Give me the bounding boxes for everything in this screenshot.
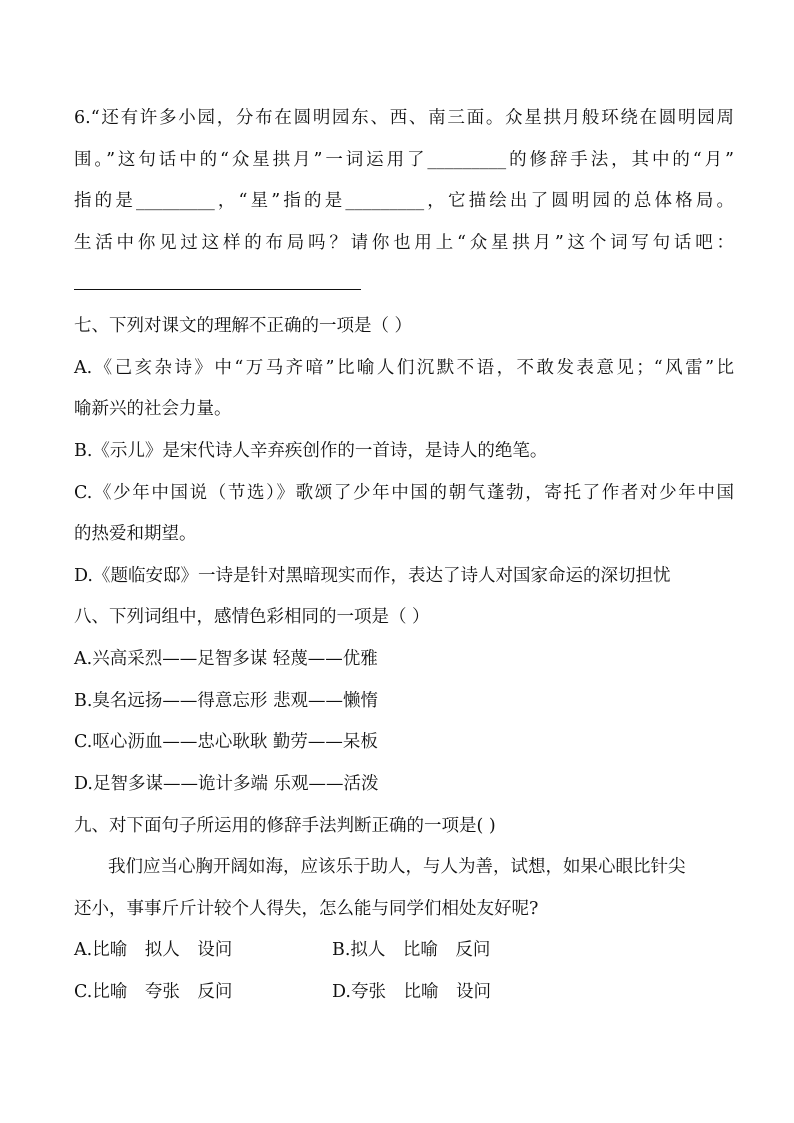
- q8-option-a: A.兴高采烈——足智多谋 轻蔑——优雅: [74, 649, 378, 669]
- q6-line-1: 6.“还有许多小园，分布在圆明园东、西、南三面。众星拱月般环绕在圆明园周: [74, 108, 734, 128]
- q9-passage-line-2: 还小，事事斤斤计较个人得失，怎么能与同学们相处友好呢?: [74, 899, 539, 919]
- q9-option-a: A.比喻 拟人 设问: [74, 940, 233, 960]
- q9-options-row-2: [74, 980, 734, 1004]
- q9-option-b: B.拟人 比喻 反问: [332, 940, 491, 960]
- q8-option-d: D.足智多谋——诡计多端 乐观——活泼: [74, 774, 379, 794]
- q6-line-4: 生活中你见过这样的布局吗？请你也用上“众星拱月”这个词写句话吧：: [74, 233, 734, 253]
- q7-option-b: B.《示儿》是宋代诗人辛弃疾创作的一首诗，是诗人的绝笔。: [74, 441, 548, 461]
- answer-blank-line: [74, 289, 361, 290]
- q8-option-c: C.呕心沥血——忠心耿耿 勤劳——呆板: [74, 732, 378, 752]
- q7-option-c-line-1: C.《少年中国说（节选）》歌颂了少年中国的朝气蓬勃，寄托了作者对少年中国: [74, 483, 734, 503]
- q9-option-d: D.夸张 比喻 设问: [332, 982, 491, 1002]
- q6-line-2: 围。”这句话中的“众星拱月”一词运用了_________的修辞手法，其中的“月”: [74, 150, 734, 170]
- q7-option-a-line-2: 喻新兴的社会力量。: [74, 399, 232, 419]
- q7-title: 七、下列对课文的理解不正确的一项是（ ）: [74, 316, 413, 336]
- q8-option-b: B.臭名远扬——得意忘形 悲观——懒惰: [74, 691, 378, 711]
- q6-line-3: 指的是_________，“星”指的是_________，它描绘出了圆明园的总体格局。: [74, 191, 734, 211]
- q7-option-d: D.《题临安邸》一诗是针对黑暗现实而作，表达了诗人对国家命运的深切担忧: [74, 566, 671, 586]
- q8-title: 八、下列词组中，感情色彩相同的一项是（ ）: [74, 607, 430, 627]
- q9-options-row-1: [74, 938, 734, 962]
- q9-option-c: C.比喻 夸张 反问: [74, 982, 233, 1002]
- q7-option-c-line-2: 的热爱和期望。: [74, 524, 197, 544]
- q7-option-a-line-1: A.《己亥杂诗》中“万马齐喑”比喻人们沉默不语，不敢发表意见；“风雷”比: [74, 358, 734, 378]
- q9-title: 九、对下面句子所运用的修辞手法判断正确的一项是( ): [74, 816, 496, 836]
- q9-passage-line-1: 我们应当心胸开阔如海，应该乐于助人，与人为善，试想，如果心眼比针尖: [108, 857, 686, 877]
